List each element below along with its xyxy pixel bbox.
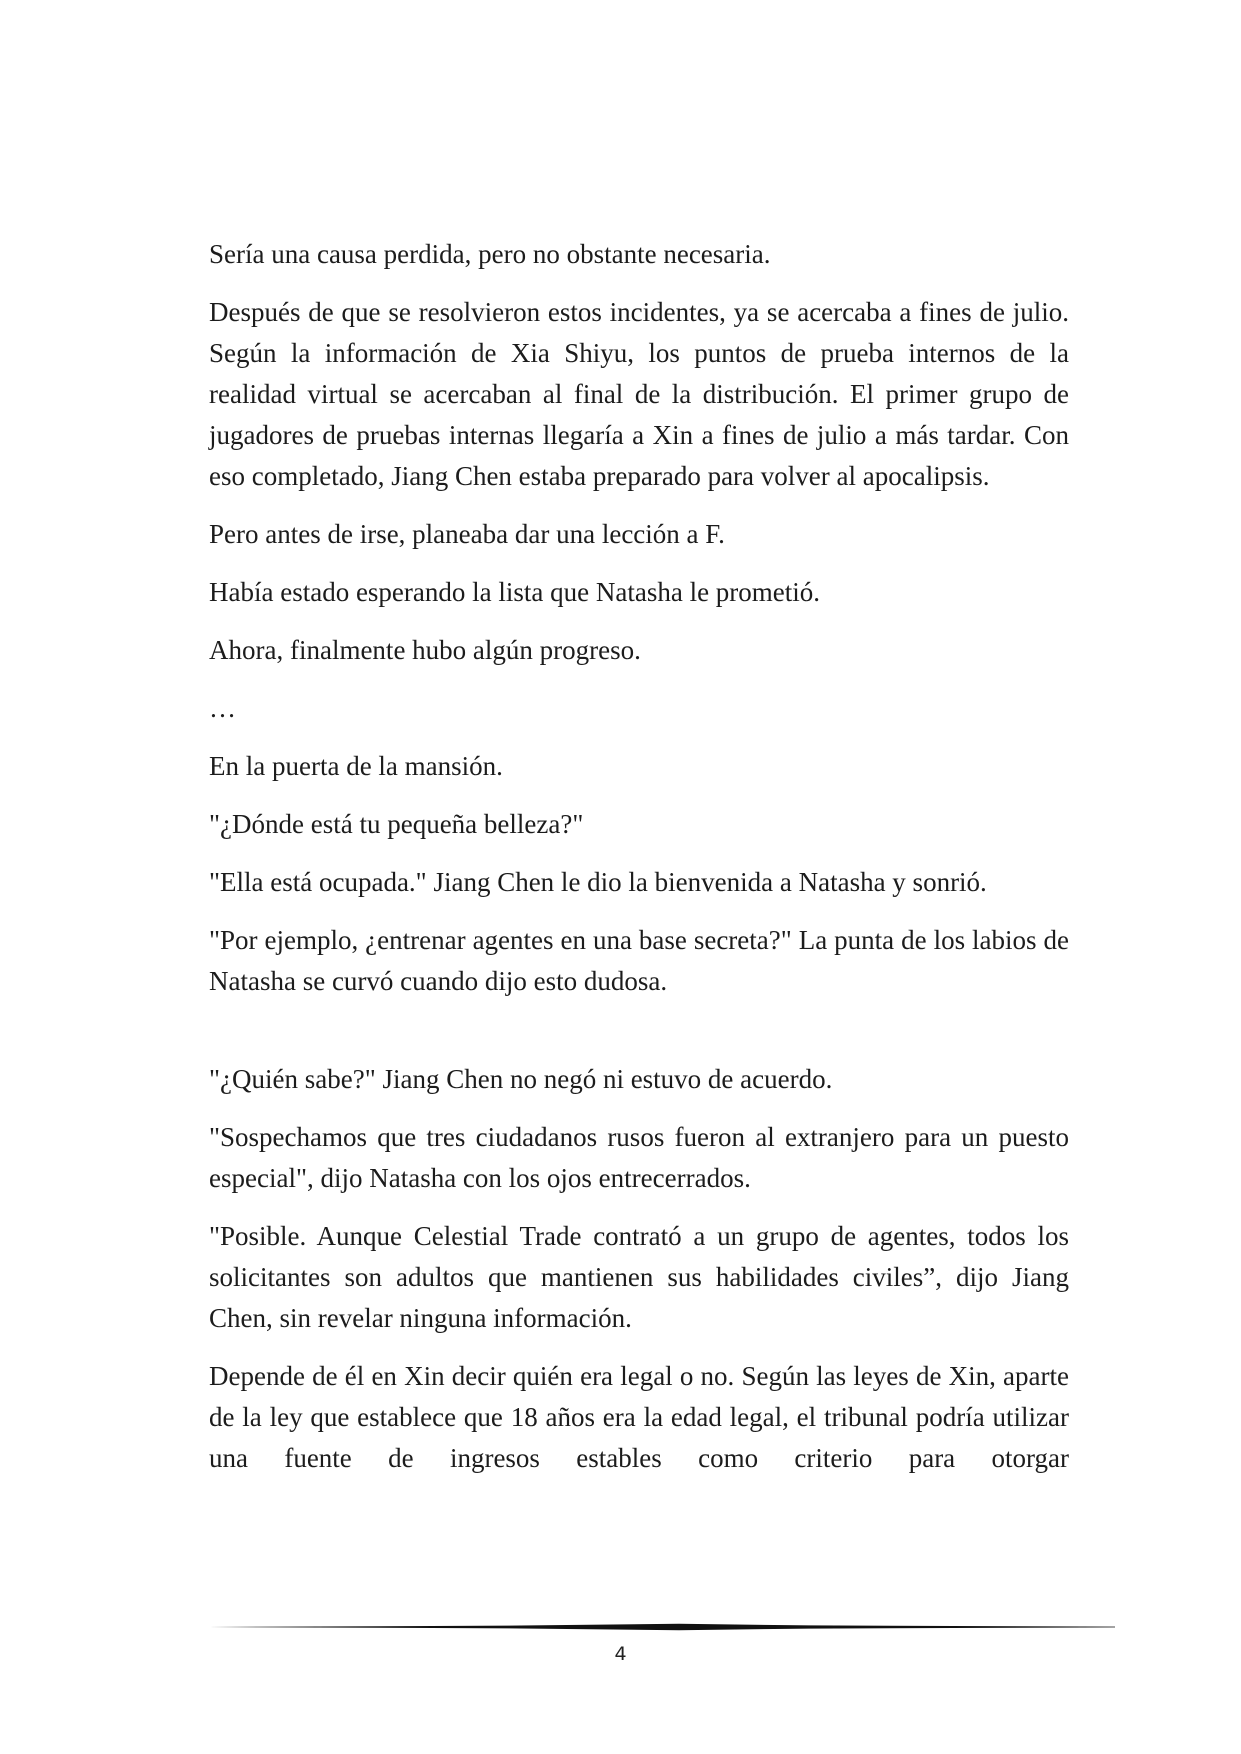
body-text bbox=[209, 234, 1069, 1496]
paragraph: Sería una causa perdida, pero no obstante necesaria. bbox=[209, 239, 771, 269]
paragraph: "Posible. Aunque Celestial Trade contrató a un grupo de agentes, todos los solicitantes son adultos que mantienen sus habilidades civiles”, dijo Jiang Chen, sin revelar ninguna información. bbox=[209, 1221, 1069, 1333]
paragraph: "Sospechamos que tres ciudadanos rusos fueron al extranjero para un puesto especial", dijo Natasha con los ojos entrecerrados. bbox=[209, 1122, 1069, 1193]
paragraph: "Por ejemplo, ¿entrenar agentes en una base secreta?" La punta de los labios de Natasha se curvó cuando dijo esto dudosa. bbox=[209, 925, 1069, 996]
paragraph: Había estado esperando la lista que Natasha le prometió. bbox=[209, 577, 821, 607]
paragraph: En la puerta de la mansión. bbox=[209, 751, 503, 781]
paragraph: "¿Dónde está tu pequeña belleza?" bbox=[209, 809, 584, 839]
page-number: 4 bbox=[614, 1643, 627, 1665]
paragraph-continued: Depende de él en Xin decir quién era legal o no. Según las leyes de Xin, aparte de la ley que establece que 18 años era la edad legal, el tribunal podría utilizar una fuente de ingresos estables como criterio para otorgar bbox=[209, 1361, 1069, 1473]
paragraph: "Ella está ocupada." Jiang Chen le dio la bienvenida a Natasha y sonrió. bbox=[209, 867, 987, 897]
paragraph: Después de que se resolvieron estos incidentes, ya se acercaba a fines de julio. Según la información de Xia Shiyu, los puntos de prueba internos de la realidad virtual se acercaban al final de la distribución. El primer grupo de jugadores de pruebas internas llegaría a Xin a fines de julio a más tardar. Con eso completado, Jiang Chen estaba preparado para volver al apocalipsis. bbox=[209, 297, 1069, 491]
section-gap bbox=[209, 1019, 1069, 1059]
footer-divider bbox=[209, 1622, 1115, 1632]
paragraph: Ahora, finalmente hubo algún progreso. bbox=[209, 635, 641, 665]
scene-break: … bbox=[209, 693, 236, 723]
paragraph: Pero antes de irse, planeaba dar una lección a F. bbox=[209, 519, 725, 549]
paragraph: "¿Quién sabe?" Jiang Chen no negó ni estuvo de acuerdo. bbox=[209, 1064, 833, 1094]
